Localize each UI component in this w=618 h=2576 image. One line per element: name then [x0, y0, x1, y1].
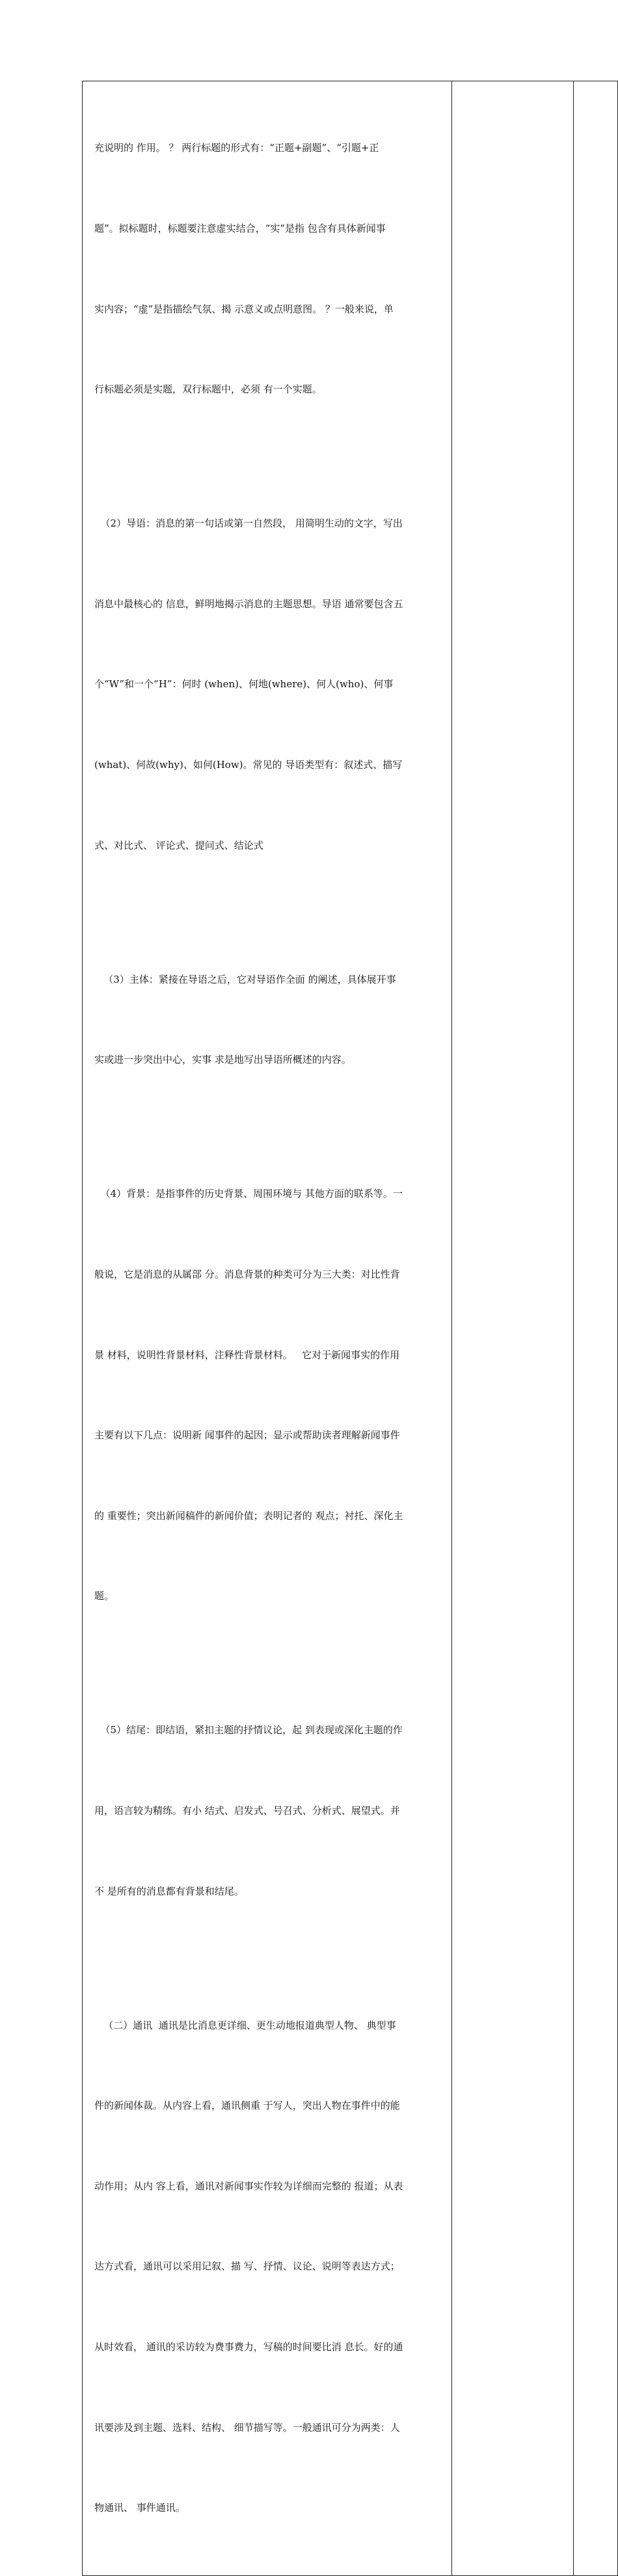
lesson-table: [82, 81, 618, 2576]
text-line: 充说明的 作用。 ？ 两行标题的形式有：“正题+副题”、“引题+正: [94, 142, 379, 154]
paragraph-lead: [94, 457, 445, 912]
text-line: 式、对比式、 评论式、提问式、结论式: [94, 839, 263, 851]
text-line: 景 材料，说明性背景材料，注释性背景材料。 它对于新闻事实的作用: [94, 1349, 400, 1361]
text-line: 实或进一步突出中心，实事 求是地写出导语所概述的内容。: [94, 1054, 351, 1066]
side-cell-c: [574, 81, 618, 2576]
text-line: 消息中最核心的 信息，鲜明地揭示消息的主题思想。导语 通常要包含五: [94, 597, 403, 610]
text-line: 物通讯、 事件通讯。: [94, 2502, 185, 2514]
text-line: 的 重要性；突出新闻稿件的新闻价值；表明记者的 观点；衬托、深化主: [94, 1509, 403, 1522]
text-line: 讯要涉及到主题、选料、结构、 细节描写等。一般通讯可分为两类：人: [94, 2421, 400, 2433]
text-line: 般说，它是消息的从属部 分。消息背景的种类可分为三大类：对比性背: [94, 1268, 400, 1280]
text-line: (what)、何故(why)、如何(How)。常见的 导语类型有：叙述式、描写: [94, 759, 403, 771]
text-line: （5）结尾：即结语，紧扣主题的抒情议论，起 到表现或深化主题的作: [94, 1724, 403, 1736]
text-line: 用，语言较为精练。有小 结式、启发式、号召式、分析式、展望式。并: [94, 1805, 400, 1816]
text-line: 题”。拟标题时，标题要注意虚实结合，“实”是指 包含有具体新闻事: [94, 223, 386, 235]
text-line: 题。: [94, 1590, 114, 1602]
paragraph-body: [94, 912, 445, 1127]
text-line: 从时效看， 通讯的采访较为费事费力，写稿的时间要比消 息长。好的通: [94, 2341, 403, 2353]
text-line: （二）通讯 通讯是比消息更详细、更生动地报道典型人物、 典型事: [94, 2019, 396, 2031]
table-row: [83, 81, 618, 2576]
main-content-cell: [83, 81, 452, 2576]
text-line: 行标题必须是实题，双行标题中，必须 有一个实题。: [94, 383, 322, 396]
text-line: 主要有以下几点：说明新 闻事件的起因；显示或帮助读者理解新闻事件: [94, 1429, 400, 1442]
text-line: （3）主体：紧接在导语之后，它对导语作全面 的阐述，具体展开事: [94, 973, 396, 985]
text-line: 实内容；“虚”是指描绘气氛、揭 示意义或点明意图。 ？一般来说，单: [94, 303, 394, 315]
side-cell-b: [452, 81, 574, 2576]
text-body: [83, 81, 451, 2575]
text-line: 不 是所有的消息都有背景和结尾。: [94, 1885, 244, 1897]
paragraph-ending: [94, 1664, 445, 1958]
text-line: （4）背景：是指事件的历史背景、周围环境与 其他方面的联系等。一: [94, 1188, 403, 1200]
paragraph-tongxun: [94, 1958, 445, 2575]
text-line: 个“W”和一个“H”：何时 (when)、何地(where)、何人(who)、何事: [94, 678, 394, 691]
text-line: 达方式看，通讯可以采用记叙、描 写、抒情、议论、说明等表达方式；: [94, 2260, 400, 2273]
paragraph-background: [94, 1127, 445, 1664]
text-line: （2）导语：消息的第一句话或第一自然段， 用简明生动的文字，写出: [94, 517, 403, 530]
text-line: 动作用；从内 容上看，通讯对新闻事实作较为详细而完整的 报道；从表: [94, 2180, 403, 2192]
paragraph-title-continued: [94, 81, 445, 457]
text-line: 件的新闻体裁。从内容上看，通讯侧重 于写人，突出人物在事件中的能: [94, 2100, 400, 2112]
